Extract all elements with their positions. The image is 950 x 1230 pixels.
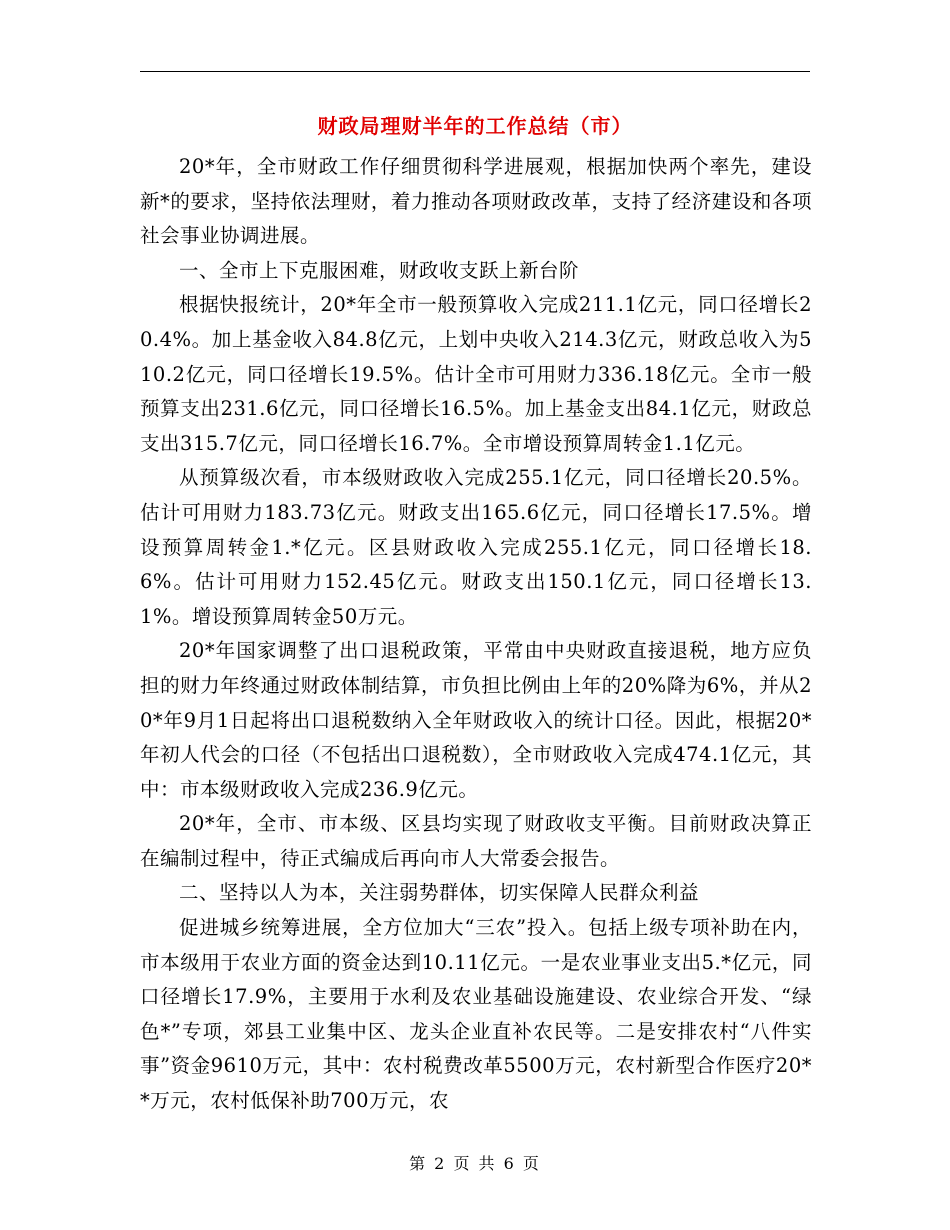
document-title: 财政局理财半年的工作总结（市）: [317, 114, 633, 138]
page-number-footer: 第 2 页 共 6 页: [409, 1154, 541, 1173]
header-rule: [140, 71, 810, 72]
body-paragraph: 根据快报统计，20*年全市一般预算收入完成211.1亿元，同口径增长20.4%。加上基金收入84.8亿元，上划中央收入214.3亿元，财政总收入为510.2亿元，同口径增长19.5%。估计全市可用财力336.18亿元。全市一般预算支出231.6亿元，同口径增长16.5%。加上基金支出84.1亿元，财政总支出315.7亿元，同口径增长16.7%。全市增设预算周转金1.1亿元。: [140, 293, 812, 455]
body-paragraph: 促进城乡统筹进展，全方位加大“三农”投入。包括上级专项补助在内，市本级用于农业方面的资金达到10.11亿元。一是农业事业支出5.*亿元，同口径增长17.9%，主要用于水利及农业基础设施建设、农业综合开发、“绿色*”专项，郊县工业集中区、龙头企业直补农民等。二是安排农村“八件实事”资金9610万元，其中：农村税费改革5500万元，农村新型合作医疗20**万元，农村低保补助700万元，农: [140, 916, 812, 1113]
body-paragraph: 20*年，全市、市本级、区县均实现了财政收支平衡。目前财政决算正在编制过程中，待正式编成后再向市人大常委会报告。: [140, 812, 812, 870]
body-paragraph: 20*年，全市财政工作仔细贯彻科学进展观，根据加快两个率先，建设新*的要求，坚持依法理财，着力推动各项财政改革，支持了经济建设和各项社会事业协调进展。: [140, 155, 812, 248]
section-heading: 二、坚持以人为本，关注弱势群体，切实保障人民群众利益: [179, 881, 700, 905]
body-paragraph: 从预算级次看，市本级财政收入完成255.1亿元，同口径增长20.5%。估计可用财力183.73亿元。财政支出165.6亿元，同口径增长17.5%。增设预算周转金1.*亿元。区县财政收入完成255.1亿元，同口径增长18.6%。估计可用财力152.45亿元。财政支出150.1亿元，同口径增长13.1%。增设预算周转金50万元。: [140, 466, 812, 628]
section-heading: 一、全市上下克服困难，财政收支跃上新台阶: [179, 258, 580, 282]
document-body: [140, 150, 812, 1119]
body-paragraph: 20*年国家调整了出口退税政策，平常由中央财政直接退税，地方应负担的财力年终通过财政体制结算，市负担比例由上年的20%降为6%，并从20*年9月1日起将出口退税数纳入全年财政收入的统计口径。因此，根据20*年初人代会的口径（不包括出口退税数），全市财政收入完成474.1亿元，其中：市本级财政收入完成236.9亿元。: [140, 639, 812, 801]
